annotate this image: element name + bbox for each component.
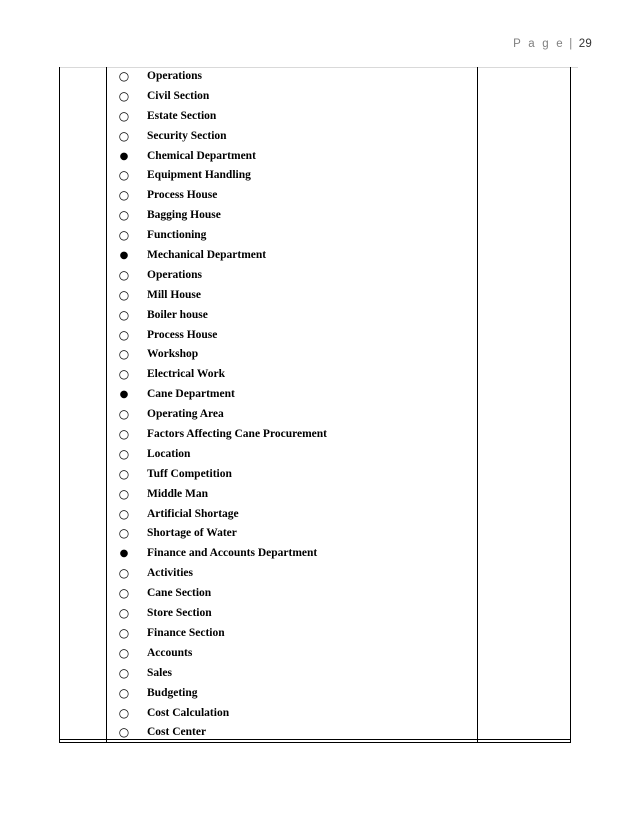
page-number: 29 — [578, 38, 592, 50]
page-separator: | — [569, 38, 573, 50]
list-item-label: Cost Center — [147, 726, 207, 739]
page-header — [513, 38, 592, 50]
bullet-circle-icon: ○ — [118, 685, 130, 700]
list-item-label: Workshop — [147, 348, 199, 361]
bullet-circle-icon: ○ — [118, 287, 130, 302]
bullet-circle-icon: ○ — [118, 526, 130, 541]
content-table — [59, 67, 571, 743]
bullet-circle-icon: ○ — [118, 267, 130, 282]
bullet-circle-icon: ○ — [118, 407, 130, 422]
bullet-disc-icon: ● — [119, 389, 129, 401]
list-item-label: Security Section — [147, 129, 227, 142]
bullet-circle-icon: ○ — [118, 586, 130, 601]
list-item-label: Mill House — [147, 288, 201, 301]
list-item-label: Process House — [147, 189, 218, 202]
list-item-label: Activities — [147, 567, 193, 580]
list-item-label: Cane Department — [147, 388, 235, 401]
list-item-label: Chemical Department — [147, 149, 256, 162]
list-item-label: Finance Section — [147, 626, 225, 639]
list-item-label: Finance and Accounts Department — [147, 547, 318, 560]
bullet-circle-icon: ○ — [118, 665, 130, 680]
bullet-circle-icon: ○ — [118, 347, 130, 362]
list-item-label: Operating Area — [147, 408, 224, 421]
list-item-label: Factors Affecting Cane Procurement — [147, 428, 328, 441]
bullet-circle-icon: ○ — [118, 307, 130, 322]
bullet-circle-icon: ○ — [118, 88, 130, 103]
list-item-label: Tuff Competition — [147, 467, 232, 480]
bullet-circle-icon: ○ — [118, 188, 130, 203]
bullet-circle-icon: ○ — [118, 606, 130, 621]
bullet-circle-icon: ○ — [118, 228, 130, 243]
list-item-label: Accounts — [147, 646, 193, 659]
bullet-circle-icon: ○ — [118, 566, 130, 581]
page-label: P a g e — [513, 38, 565, 50]
list-item-label: Mechanical Department — [147, 249, 267, 262]
list-item-label: Estate Section — [147, 109, 217, 122]
list-item-label: Operations — [147, 268, 202, 281]
bullet-circle-icon: ○ — [118, 506, 130, 521]
bullet-circle-icon: ○ — [118, 128, 130, 143]
bullet-circle-icon: ○ — [118, 725, 130, 740]
bullet-circle-icon: ○ — [118, 69, 130, 83]
bullet-circle-icon: ○ — [118, 327, 130, 342]
list-item-label: Electrical Work — [147, 368, 226, 381]
bullet-disc-icon: ● — [119, 150, 129, 162]
bullet-circle-icon: ○ — [118, 446, 130, 461]
list-item-label: Artificial Shortage — [147, 507, 239, 520]
table-column-divider-right — [477, 67, 478, 742]
list-item-label: Equipment Handling — [147, 169, 251, 182]
table-column-divider-left — [106, 67, 107, 742]
bullet-disc-icon: ● — [119, 250, 129, 262]
list-item-label: Location — [147, 447, 191, 460]
bullet-circle-icon: ○ — [118, 705, 130, 720]
list-item-label: Cane Section — [147, 587, 212, 600]
bullet-circle-icon: ○ — [118, 367, 130, 382]
table-bottom-rule — [60, 739, 570, 740]
list-item-label: Cost Calculation — [147, 706, 230, 719]
list-item-label: Functioning — [147, 229, 207, 242]
bullet-circle-icon: ○ — [118, 108, 130, 123]
list-item-label: Middle Man — [147, 487, 209, 500]
bullet-circle-icon: ○ — [118, 645, 130, 660]
bullet-circle-icon: ○ — [118, 208, 130, 223]
list-item-label: Shortage of Water — [147, 527, 237, 540]
bullet-circle-icon: ○ — [118, 427, 130, 442]
list-item-label: Bagging House — [147, 209, 221, 222]
bullet-disc-icon: ● — [119, 548, 129, 560]
list-item-label: Sales — [147, 666, 172, 679]
list-item-label: Civil Section — [147, 89, 210, 102]
bullet-circle-icon: ○ — [118, 486, 130, 501]
bullet-circle-icon: ○ — [118, 466, 130, 481]
list-item-label: Store Section — [147, 607, 212, 620]
list-item-label: Budgeting — [147, 686, 198, 699]
list-item-label: Boiler house — [147, 308, 208, 321]
list-item-label: Process House — [147, 328, 218, 341]
bullet-circle-icon: ○ — [118, 625, 130, 640]
list-item-label: Operations — [147, 70, 202, 82]
bullet-circle-icon: ○ — [118, 168, 130, 183]
